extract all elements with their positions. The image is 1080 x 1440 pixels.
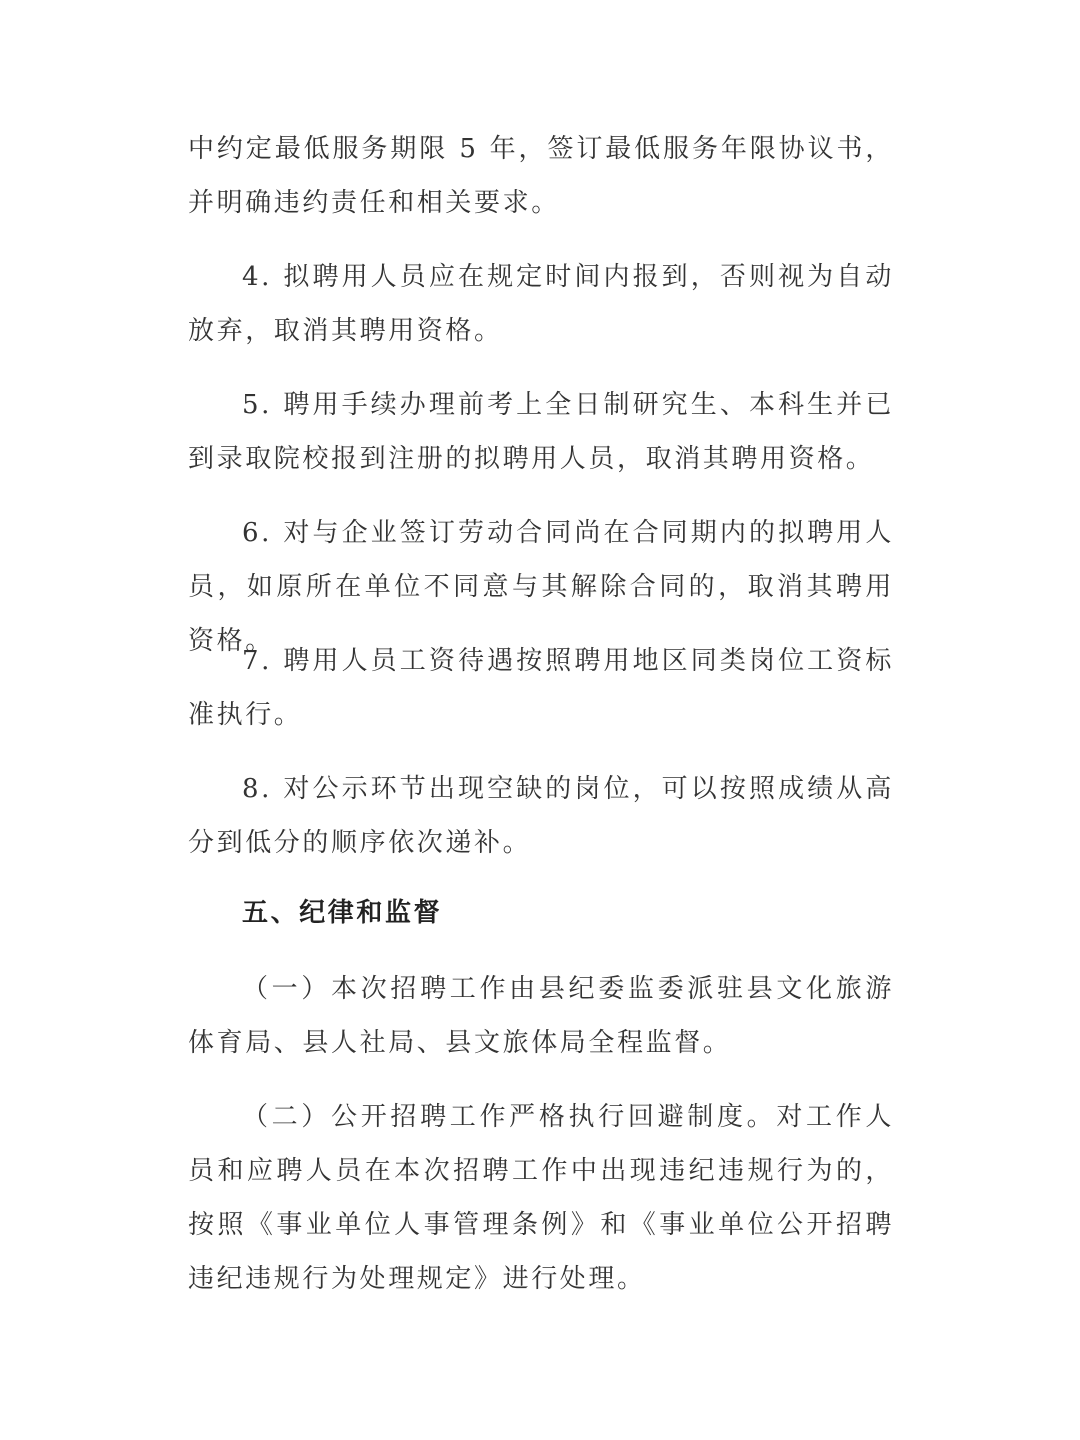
paragraph-item-4: 4. 拟聘用人员应在规定时间内报到，否则视为自动放弃，取消其聘用资格。 [188, 262, 894, 346]
paragraph-supervision-1: （一）本次招聘工作由县纪委监委派驻县文化旅游体育局、县人社局、县文旅体局全程监督。 [188, 974, 894, 1058]
paragraph-item-5: 5. 聘用手续办理前考上全日制研究生、本科生并已到录取院校报到注册的拟聘用人员，取消其聘用资格。 [188, 390, 894, 474]
document-page [188, 0, 894, 1440]
paragraph-item-8: 8. 对公示环节出现空缺的岗位，可以按照成绩从高分到低分的顺序依次递补。 [188, 774, 894, 858]
paragraph-item-7: 7. 聘用人员工资待遇按照聘用地区同类岗位工资标准执行。 [188, 646, 894, 730]
section-heading: 五、纪律和监督 [242, 898, 443, 928]
paragraph-continuation: 中约定最低服务期限 5 年，签订最低服务年限协议书，并明确违约责任和相关要求。 [188, 134, 894, 218]
paragraph-item-6: 6. 对与企业签订劳动合同尚在合同期内的拟聘用人员，如原所在单位不同意与其解除合同的，取消其聘用资格。 [188, 518, 894, 656]
paragraph-supervision-2: （二）公开招聘工作严格执行回避制度。对工作人员和应聘人员在本次招聘工作中出现违纪违规行为的，按照《事业单位人事管理条例》和《事业单位公开招聘违纪违规行为处理规定》进行处理。 [188, 1102, 894, 1294]
